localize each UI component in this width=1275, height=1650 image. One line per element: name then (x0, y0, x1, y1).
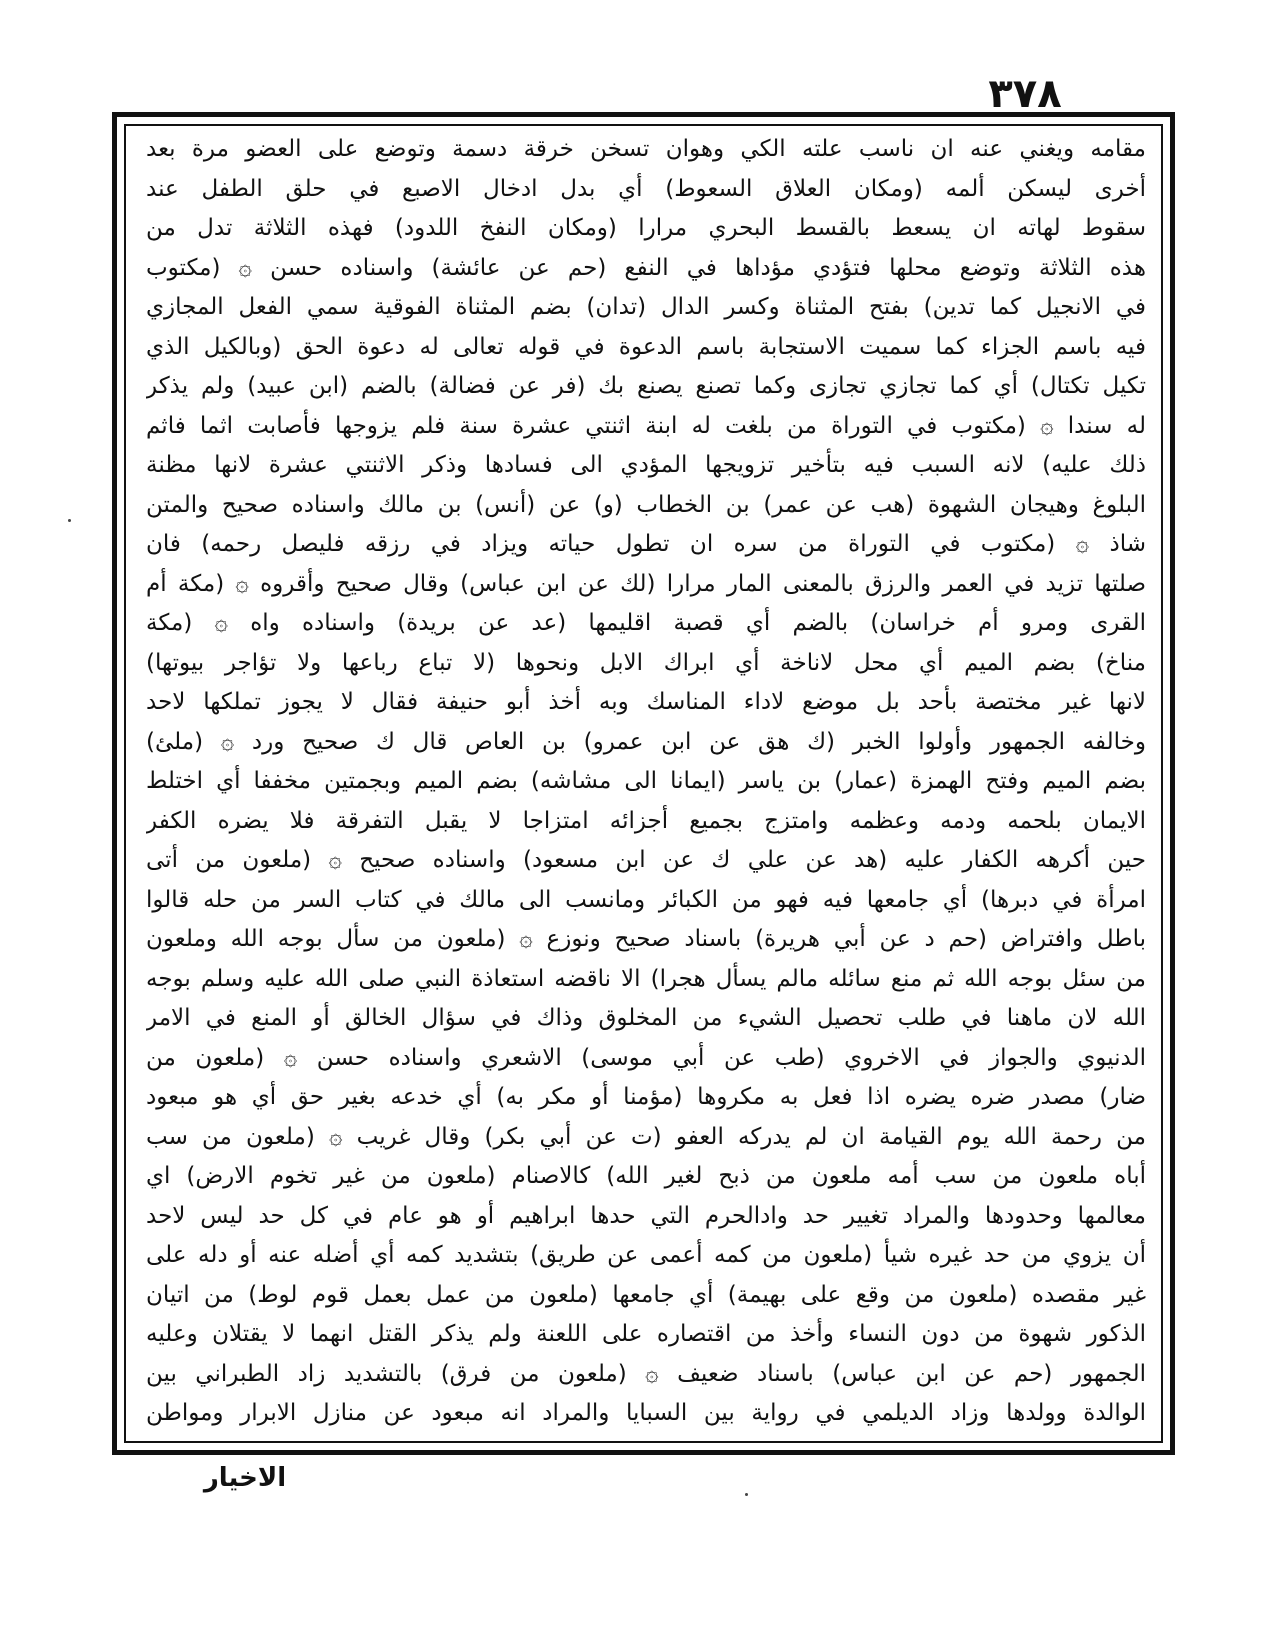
text-line: له سندا ۞ (مكتوب في التوراة من بلغت له ابنة اثنتي عشرة سنة فلم يزوجها فأصابت اثما فاثم (146, 412, 1146, 439)
text-line: الذكور شهوة من دون النساء وأخذ من اقتصاره على اللعنة ولم يذكر القتل انهما لا يقتلان وعليه (146, 1321, 1146, 1347)
text-line: فيه باسم الجزاء كما سميت الاستجابة باسم الدعوة في قوله تعالى له دعوة الحق (وبالكيل الذي (146, 333, 1146, 360)
text-line: تكيل تكتال) أي كما تجازي تجازى وكما تصنع يصنع بك (فر عن فضالة) بالضم (ابن عبيد) ولم يذكر (146, 373, 1146, 399)
text-line: الايمان بلحمه ودمه وعظمه وامتزج بجميع أجزائه امتزاجا لا يقبل التفرقة فلا يضره الكفر (146, 807, 1146, 834)
main-text (146, 130, 1146, 1435)
text-line: بضم الميم وفتح الهمزة (عمار) بن ياسر (ايمانا الى مشاشه) بضم الميم وبجمتين مخففا أي اختلط (146, 768, 1146, 794)
scan-speck (745, 1493, 748, 1496)
text-line: في الانجيل كما تدين) بفتح المثناة وكسر الدال (تدان) بضم المثناة الفوقية سمي الفعل المجازي (146, 294, 1146, 320)
text-line: أباه ملعون من سب أمه ملعون من ذبح لغير الله) كالاصنام (ملعون من غير تخوم الارض) اي (146, 1163, 1146, 1189)
text-line: الجمهور (حم عن ابن عباس) باسناد ضعيف ۞ (ملعون من فرق) بالتشديد زاد الطبراني بين (146, 1360, 1146, 1387)
text-line: القرى ومرو أم خراسان) بالضم أي قصبة اقليمها (عد عن بريدة) واسناده واه ۞ (مكة (146, 610, 1146, 636)
text-line: أن يزوي من حد غيره شيأ (ملعون من كمه أعمى عن طريق) بتشديد كمه أي أضله عنه أو دله على (146, 1242, 1146, 1268)
text-line: أخرى ليسكن ألمه (ومكان العلاق السعوط) أي بدل ادخال الاصبع في حلق الطفل عند (146, 175, 1146, 202)
text-line: هذه الثلاثة وتوضع محلها فتؤدي مؤداها في النفع (حم عن عائشة) واسناده حسن ۞ (مكتوب (146, 254, 1146, 281)
text-line: غير مقصده (ملعون من وقع على بهيمة) أي جامعها (ملعون من عمل بعمل قوم لوط) من اتيان (146, 1281, 1146, 1308)
text-line: لانها غير مختصة بأحد بل موضع لاداء المناسك وبه أخذ أبو حنيفة فقال لا يجوز تملكها لاحد (146, 689, 1146, 715)
text-line: البلوغ وهيجان الشهوة (هب عن عمر) بن الخطاب (و) عن (أنس) بن مالك واسناده صحيح والمتن (146, 491, 1146, 518)
page-number: ٣٧٨ (988, 71, 1062, 117)
scan-speck (68, 519, 71, 522)
text-line: وخالفه الجمهور وأولوا الخبر (ك هق عن ابن عمرو) بن العاص قال ك صحيح ورد ۞ (ملئ) (146, 728, 1146, 755)
text-line: امرأة في دبرها) أي جامعها فيه فهو من الكبائر ومانسب الى مالك في كتاب السر من حله قالوا (146, 886, 1146, 913)
text-line: الوالدة وولدها وزاد الديلمي في رواية بين السبايا والمراد انه مبعود عن منازل الابرار ومواطن (146, 1400, 1146, 1426)
text-line: حين أكرهه الكفار عليه (هد عن علي ك عن ابن مسعود) واسناده صحيح ۞ (ملعون من أتى (146, 847, 1146, 873)
text-line: باطل وافتراض (حم د عن أبي هريرة) باسناد صحيح ونوزع ۞ (ملعون من سأل بوجه الله وملعون (146, 926, 1146, 952)
text-line: من رحمة الله يوم القيامة ان لم يدركه العفو (ت عن أبي بكر) وقال غريب ۞ (ملعون من سب (146, 1123, 1146, 1150)
text-line: شاذ ۞ (مكتوب في التوراة من سره ان تطول حياته ويزاد في رزقه فليصل رحمه) فان (146, 531, 1146, 557)
text-line: صلتها تزيد في العمر والرزق بالمعنى المار مرارا (لك عن ابن عباس) وقال صحيح وأقروه ۞ (مكة أم (146, 570, 1146, 597)
text-line: مناخ) بضم الميم أي محل لاناخة أي ابراك الابل ونحوها (لا تباع رباعها ولا تؤاجر بيوتها) (146, 649, 1146, 676)
text-line: ذلك عليه) لانه السبب فيه بتأخير تزويجها المؤدي الى فسادها وذكر الاثنتي عشرة لانها مظنة (146, 452, 1146, 478)
text-line: ضار) مصدر ضره يضره اذا فعل به مكروها (مؤمنا أو مكر به) أي خدعه بغير حق أي هو مبعود (146, 1084, 1146, 1110)
text-line: الدنيوي والجواز في الاخروي (طب عن أبي موسى) الاشعري واسناده حسن ۞ (ملعون من (146, 1044, 1146, 1071)
text-line: الله لان ماهنا في طلب تحصيل الشيء من المخلوق وذاك في سؤال الخالق أو المنع في الامر (146, 1005, 1146, 1031)
text-line: معالمها وحدودها والمراد تغيير حد وادالحرم التي حدها ابراهيم أو هو عام في كل حد ليس لاحد (146, 1202, 1146, 1229)
text-line: من سئل بوجه الله ثم منع سائله مالم يسأل هجرا) الا ناقضه استعاذة النبي صلى الله عليه وسلم بوجه (146, 965, 1146, 992)
catchword: الاخيار (203, 1463, 287, 1493)
text-line: مقامه ويغني عنه ان ناسب علته الكي وهوان تسخن خرقة دسمة وتوضع على العضو مرة بعد (146, 136, 1146, 162)
text-line: سقوط لهاته ان يسعط بالقسط البحري مرارا (ومكان النفخ اللدود) فهذه الثلاثة تدل من (146, 215, 1146, 241)
